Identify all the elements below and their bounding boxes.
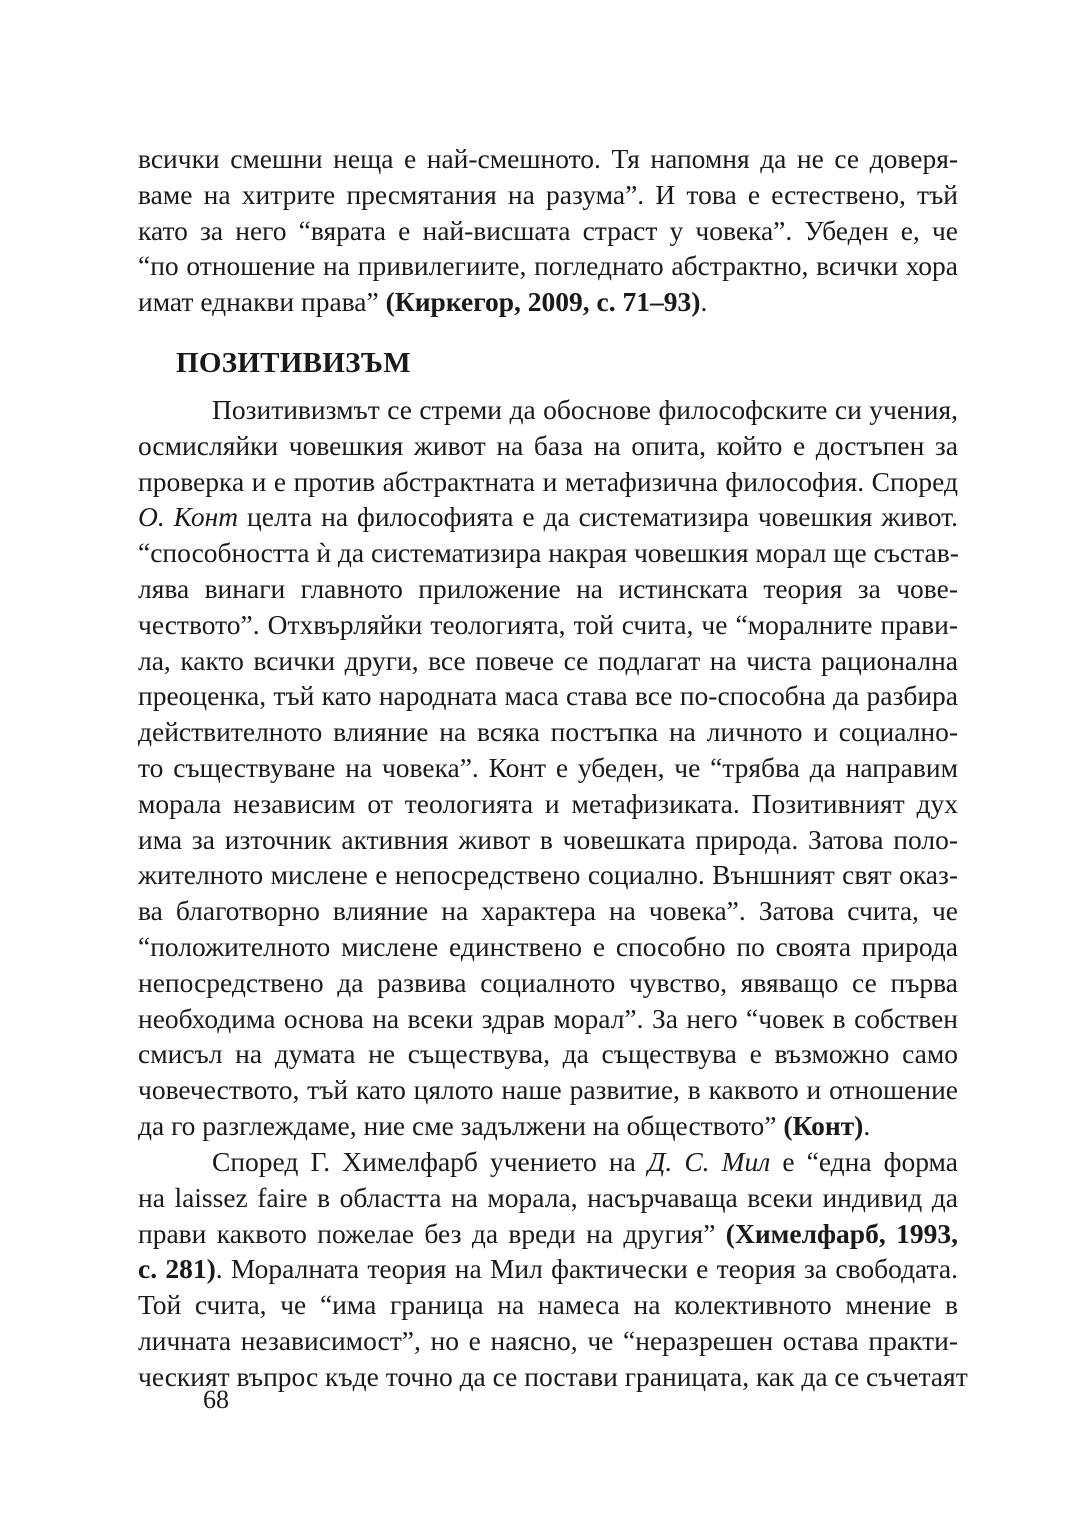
- text-line: личната независимост”, но е наясно, че “неразрешен остава практи-: [138, 1324, 958, 1356]
- citation: (Киркегор, 2009, с. 71–93): [385, 286, 701, 318]
- text-line: прави каквото пожелае без да вреди на другия” (Химелфарб, 1993,: [138, 1217, 958, 1249]
- text-line: ческият въпрос къде точно да се постави границата, как да се съчетаят: [138, 1360, 968, 1392]
- text-line: Позитивизмът се стреми да обоснове философските си учения,: [212, 394, 958, 425]
- text-line: “положителното мислене единствено е способно по своята природа: [138, 930, 958, 962]
- citation: с. 281): [138, 1253, 216, 1285]
- text-line: проверка и е против абстрактната и метафизична философия. Според: [138, 465, 958, 497]
- text-line: има за източник активния живот в човешката природа. Затова поло-: [138, 823, 958, 855]
- text-line: жителното мислене е непосредствено социално. Външният свят оказ-: [138, 859, 958, 891]
- text-line: на laissez faire в областта на морала, насърчаваща всеки индивид да: [138, 1181, 958, 1213]
- text-line: ла, както всички други, все повече се подлагат на чиста рационална: [138, 644, 958, 676]
- text-line: човечеството, тъй като цялото наше развитие, в каквото и отношение: [138, 1074, 958, 1106]
- section-heading: ПОЗИТИВИЗЪМ: [176, 347, 411, 379]
- text-line: действителното влияние на всяка постъпка на личното и социално-: [138, 716, 958, 748]
- text-line: преоценка, тъй като народната маса става все по-способна да разбира: [138, 680, 958, 712]
- text-line: да го разглеждаме, ние сме задължени на обществото” (Конт).: [138, 1109, 871, 1141]
- text-line: Той счита, че “има граница на намеса на колективното мнение в: [138, 1289, 958, 1321]
- text-line: О. Конт целта на философията е да систематизира човешкия живот.: [138, 501, 958, 533]
- text-line: чеството”. Отхвърляйки теологията, той счита, че “моралните прави-: [138, 608, 958, 640]
- text-line: като за него “вярата е най-висшата страст у човека”. Убеден е, че: [138, 214, 958, 246]
- text-line: с. 281). Моралната теория на Мил фактически е теория за свободата.: [138, 1253, 958, 1285]
- text-line: ваме на хитрите пресмятания на разума”. И това е естествено, тъй: [138, 178, 958, 210]
- text-line: “способността ѝ да систематизира накрая човешкия морал ще състав-: [138, 537, 959, 569]
- text-line: морала независим от теологията и метафизиката. Позитивният дух: [138, 787, 958, 819]
- citation: (Химелфарб, 1993,: [725, 1217, 958, 1249]
- text-line: имат еднакви права” (Киркегор, 2009, с. 71–93).: [138, 286, 708, 318]
- paragraph-mill: [138, 1144, 968, 1395]
- page-number: 68: [203, 1385, 229, 1414]
- author-name: Д. С. Мил: [647, 1146, 771, 1177]
- paragraph-positivism: [138, 392, 958, 1144]
- text-line: то съществуване на човека”. Конт е убеден, че “трябва да направим: [138, 751, 958, 783]
- text-line: лява винаги главното приложение на истинската теория за чове-: [138, 572, 958, 604]
- text-line: ва благотворно влияние на характера на човека”. Затова счита, че: [138, 895, 958, 927]
- text-line: необходима основа на всеки здрав морал”. За него “човек в собствен: [138, 1002, 958, 1034]
- text-line: смисъл на думата не съществува, да съществува е възможно само: [138, 1038, 958, 1070]
- text-line: непосредствено да развива социалното чувство, явяващо се първа: [138, 966, 958, 998]
- text-line: осмисляйки човешкия живот на база на опита, който е достъпен за: [138, 429, 958, 461]
- paragraph-continuation: [138, 141, 958, 320]
- text-line: всички смешни неща е най-смешното. Тя напомня да не се доверя-: [138, 143, 958, 174]
- text-line: Според Г. Химелфарб учението на Д. С. Мил е “една форма: [212, 1146, 958, 1177]
- citation: (Конт): [783, 1109, 864, 1141]
- text-line: “по отношение на привилегиите, погледнато абстрактно, всички хора: [138, 250, 958, 282]
- author-name: О. Конт: [138, 501, 239, 533]
